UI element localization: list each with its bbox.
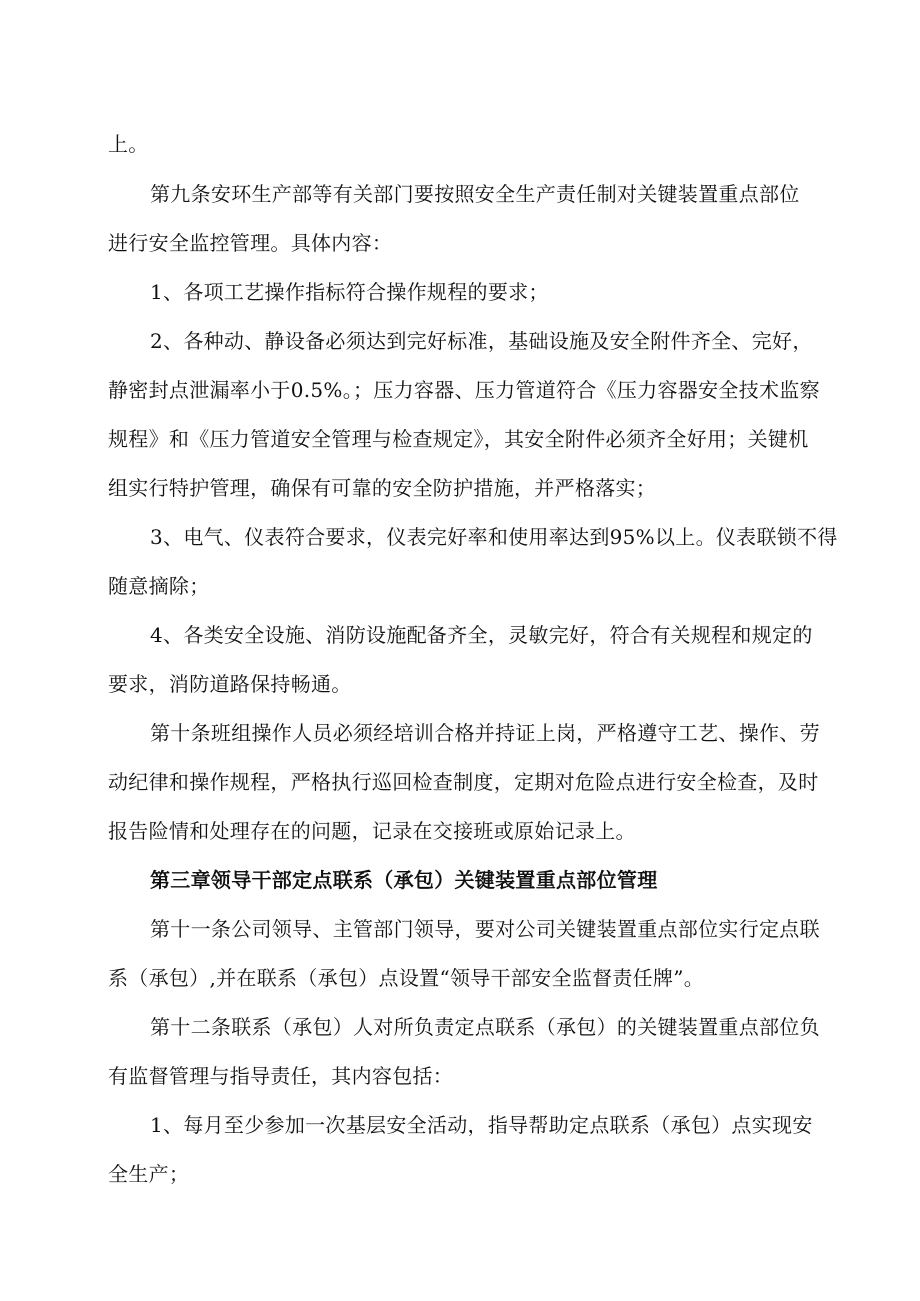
text-line: 组实行特护管理，确保有可靠的安全防护措施，并严格落实； [108, 476, 657, 500]
text-line: 上。 [108, 132, 149, 156]
paragraph-article-11: 第十一条公司领导、主管部门领导，要对公司关键装置重点部位实行定点联 [150, 917, 820, 941]
list-item-1: 1、各项工艺操作指标符合操作规程的要求； [150, 280, 549, 304]
text-line: 报告险情和处理存在的问题，记录在交接班或原始记录上。 [108, 819, 636, 843]
list-item-1-duty: 1、每月至少参加一次基层安全活动，指导帮助定点联系（承包）点实现安 [150, 1113, 813, 1137]
text-line: 静密封点泄漏率小于0.5%。；压力容器、压力管道符合《压力容器安全技术监察 [108, 378, 820, 402]
text-line: 有监督管理与指导责任，其内容包括： [108, 1064, 454, 1088]
list-item-4: 4、各类安全设施、消防设施配备齐全，灵敏完好，符合有关规程和规定的 [150, 623, 813, 647]
text-line: 动纪律和操作规程，严格执行巡回检查制度，定期对危险点进行安全检查，及时 [108, 770, 819, 794]
paragraph-article-9: 第九条安环生产部等有关部门要按照安全生产责任制对关键装置重点部位 [150, 182, 800, 206]
text-line: 要求，消防道路保持畅通。 [108, 672, 352, 696]
chapter-heading: 第三章领导干部定点联系（承包）关键装置重点部位管理 [150, 868, 658, 892]
list-item-3: 3、电气、仪表符合要求，仪表完好率和使用率达到95%以上。仪表联锁不得 [150, 525, 838, 549]
text-line: 规程》和《压力管道安全管理与检查规定》，其安全附件必须齐全好用；关键机 [108, 427, 809, 451]
paragraph-article-12: 第十二条联系（承包）人对所负责定点联系（承包）的关键装置重点部位负 [150, 1015, 820, 1039]
paragraph-article-10: 第十条班组操作人员必须经培训合格并持证上岗，严格遵守工艺、操作、劳 [150, 721, 820, 745]
text-line: 系（承包）,并在联系（承包）点设置“领导干部安全监督责任牌”。 [108, 966, 705, 990]
text-line: 进行安全监控管理。具体内容： [108, 231, 393, 255]
text-line: 全生产； [108, 1162, 190, 1186]
text-line: 随意摘除； [108, 574, 210, 598]
list-item-2: 2、各种动、静设备必须达到完好标准，基础设施及安全附件齐全、完好， [150, 329, 813, 353]
